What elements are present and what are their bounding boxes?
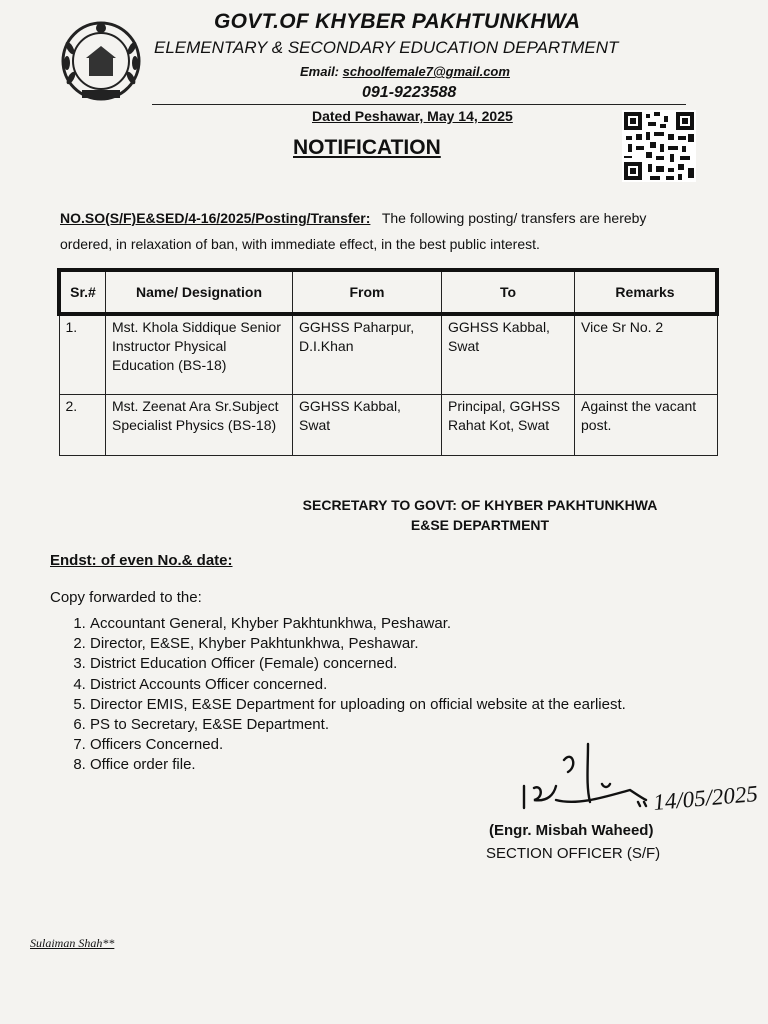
- secretary-department: E&SE DEPARTMENT: [410, 517, 550, 533]
- endorsement-heading: Endst: of even No.& date:: [50, 552, 233, 569]
- header-divider: [152, 104, 686, 105]
- order-reference: NO.SO(S/F)E&SED/4-16/2025/Posting/Transfer:: [60, 210, 371, 226]
- email-line: [300, 64, 510, 79]
- order-paragraph: [60, 205, 700, 257]
- table-row: [59, 395, 717, 456]
- cell-sr: 1.: [59, 314, 106, 395]
- government-seal-icon: [60, 18, 142, 104]
- signatory-designation: SECTION OFFICER (S/F): [486, 845, 661, 862]
- list-item: 2. Director, E&SE, Khyber Pakhtunkhwa, Peshawar.: [90, 634, 750, 654]
- order-text: The following posting/ transfers are hereby ordered, in relaxation of ban, with immediate effect, in the best public interest.: [60, 210, 647, 252]
- list-item: 7. Officers Concerned.: [90, 735, 750, 755]
- phone-number: 091-9223588: [362, 84, 457, 101]
- header-remarks: Remarks: [575, 270, 718, 314]
- dated-line: Dated Peshawar, May 14, 2025: [312, 108, 513, 124]
- list-item: 6. PS to Secretary, E&SE Department.: [90, 715, 750, 735]
- copy-forwarded-label: Copy forwarded to the:: [50, 589, 202, 606]
- posting-table: [57, 268, 719, 456]
- email-address: schoolfemale7@gmail.com: [342, 64, 510, 79]
- table-row: [59, 314, 717, 395]
- handwritten-signature: [518, 736, 768, 826]
- signatory-name: (Engr. Misbah Waheed): [489, 822, 654, 839]
- secretary-block: [268, 495, 692, 535]
- cell-sr: 2.: [59, 395, 106, 456]
- secretary-title: SECRETARY TO GOVT: OF KHYBER PAKHTUNKHWA: [302, 497, 658, 513]
- header-sr: Sr.#: [59, 270, 106, 314]
- cell-remarks: Vice Sr No. 2: [575, 314, 718, 395]
- cell-from: GGHSS Kabbal, Swat: [293, 395, 442, 456]
- signature-date: 14/05/2025: [652, 780, 759, 815]
- list-item: 3. District Education Officer (Female) concerned.: [90, 654, 750, 674]
- notification-heading: NOTIFICATION: [293, 136, 441, 159]
- cell-to: Principal, GGHSS Rahat Kot, Swat: [442, 395, 575, 456]
- table-header-row: [59, 270, 717, 314]
- cell-from: GGHSS Paharpur, D.I.Khan: [293, 314, 442, 395]
- cell-to: GGHSS Kabbal, Swat: [442, 314, 575, 395]
- cell-name: Mst. Khola Siddique Senior Instructor Physical Education (BS-18): [106, 314, 293, 395]
- header-name: Name/ Designation: [106, 270, 293, 314]
- cell-remarks: Against the vacant post.: [575, 395, 718, 456]
- header-from: From: [293, 270, 442, 314]
- header-to: To: [442, 270, 575, 314]
- cell-name: Mst. Zeenat Ara Sr.Subject Specialist Physics (BS-18): [106, 395, 293, 456]
- department-title: GOVT.OF KHYBER PAKHTUNKHWA: [214, 10, 581, 33]
- list-item: 5. Director EMIS, E&SE Department for uploading on official website at the earliest.: [90, 695, 750, 715]
- email-label: Email:: [300, 64, 340, 79]
- list-item: 8. Office order file.: [90, 755, 750, 775]
- list-item: 1. Accountant General, Khyber Pakhtunkhwa, Peshawar.: [90, 614, 750, 634]
- qr-code-icon: [622, 110, 696, 182]
- department-name: ELEMENTARY & SECONDARY EDUCATION DEPARTMENT: [154, 38, 619, 57]
- list-item: 4. District Accounts Officer concerned.: [90, 675, 750, 695]
- footer-note: Sulaiman Shah**: [30, 936, 115, 950]
